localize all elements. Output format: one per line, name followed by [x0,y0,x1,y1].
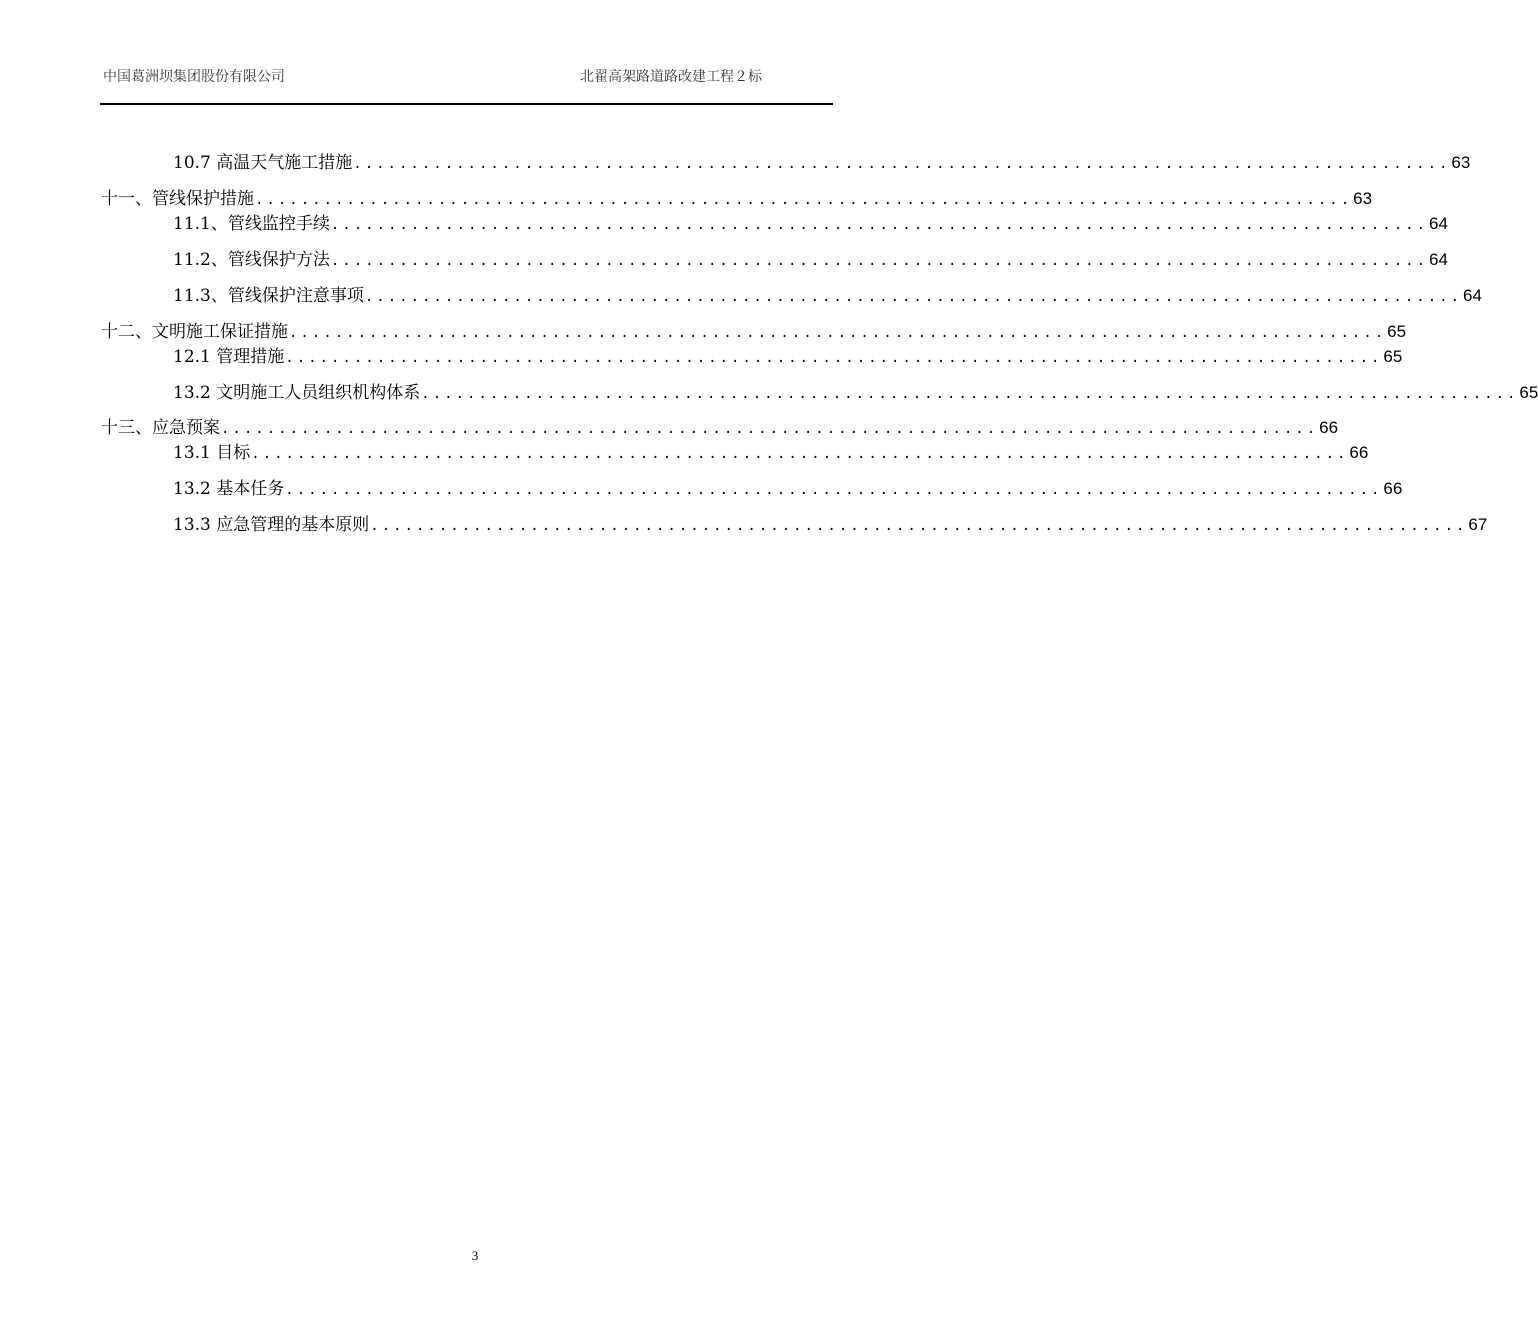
toc-entry-label: 11.3、管线保护注意事项 [173,286,364,306]
toc-leader-dots: ................................................................................................ [255,192,1353,208]
toc-leader-dots: ................................................................................................ [330,253,1429,269]
toc-entry-label: 10.7 高温天气施工措施 [173,153,353,173]
toc-entry-page: 63 [1451,153,1471,172]
toc-entry-label: 12.1 管理措施 [173,347,285,367]
toc-entry-page: 64 [1429,250,1448,269]
toc-leader-dots: ................................................................................................ [289,325,1387,341]
toc-leader-dots: ................................................................................................ [251,446,1349,462]
toc-entry[interactable] [173,514,1488,537]
header-company: 中国葛洲坝集团股份有限公司 [103,69,285,85]
toc-entry-page: 63 [1353,189,1373,208]
toc-entry-page: 65 [1519,383,1538,402]
toc-entry-page: 65 [1387,322,1407,341]
header-project: 北翟高架路道路改建工程２标 [580,69,762,85]
toc-leader-dots: ................................................................................................ [370,518,1468,534]
toc-entry-label: 十三、应急预案 [101,418,220,438]
toc-entry-label: 13.3 应急管理的基本原则 [173,515,370,535]
toc-entry-page: 67 [1468,515,1488,534]
toc-entry-label: 11.1、管线监控手续 [173,214,330,234]
toc-entry[interactable] [173,152,1471,175]
toc-entry-label: 十二、文明施工保证措施 [101,322,288,342]
toc-entry-page: 64 [1429,214,1448,233]
toc-entry-label: 13.2 文明施工人员组织机构体系 [173,383,421,403]
toc-entry[interactable] [173,249,1448,272]
toc-entry[interactable] [101,321,1407,344]
toc-entry-label: 13.2 基本任务 [173,479,285,499]
header-divider [100,103,833,105]
toc-leader-dots: ................................................................................................ [330,217,1429,233]
toc-entry[interactable] [101,188,1373,211]
toc-entry-label: 11.2、管线保护方法 [173,250,330,270]
toc-entry[interactable] [173,285,1482,308]
toc-entry[interactable] [173,478,1403,501]
toc-entry-page: 64 [1463,286,1482,305]
toc-leader-dots: ................................................................................................ [285,482,1383,498]
toc-leader-dots: ................................................................................................ [285,350,1383,366]
toc-entry[interactable] [173,346,1403,369]
toc-entry-page: 66 [1349,443,1369,462]
toc-entry-page: 66 [1383,479,1403,498]
toc-entry-page: 65 [1383,347,1403,366]
toc-entry-label: 十一、管线保护措施 [101,189,254,209]
page-number: 3 [471,1248,479,1263]
toc-entry-page: 66 [1319,418,1339,437]
toc-entry[interactable] [173,382,1538,405]
toc-leader-dots: ................................................................................................ [421,386,1519,402]
toc-entry[interactable] [101,417,1339,440]
toc-entry[interactable] [173,442,1369,465]
toc-entry-label: 13.1 目标 [173,443,251,463]
toc-leader-dots: ................................................................................................ [353,156,1451,172]
toc-entry[interactable] [173,213,1448,236]
toc-leader-dots: ................................................................................................ [364,289,1463,305]
toc-leader-dots: ................................................................................................ [221,421,1319,437]
